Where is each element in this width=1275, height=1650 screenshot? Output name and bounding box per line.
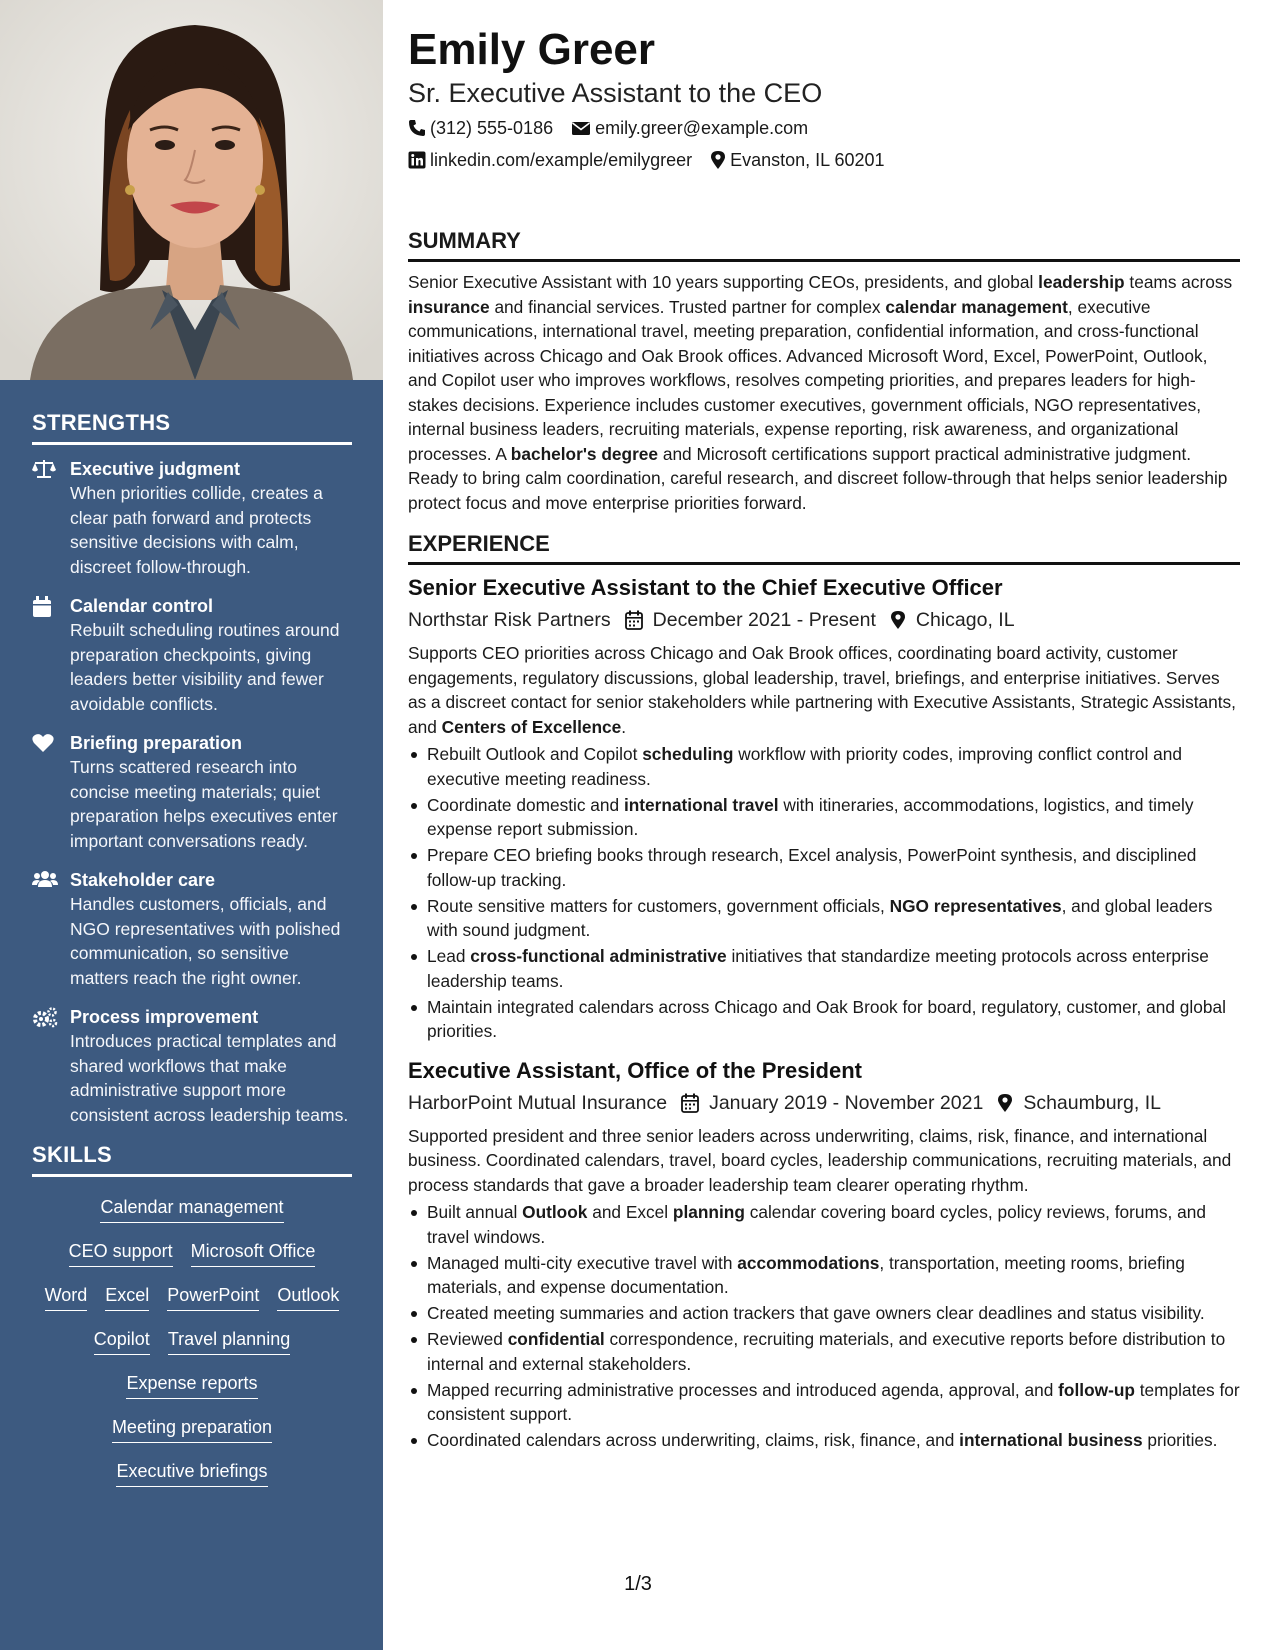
strength-desc: Introduces practical templates and shared workflows that make administrative support more consistent across leadership teams. — [70, 1031, 349, 1125]
calendar-icon — [32, 594, 70, 716]
achievement-list — [408, 742, 1240, 1044]
list-item: Coordinate domestic and international travel with itineraries, accommodations, logistics, and timely expense report submission. — [408, 793, 1240, 842]
candidate-title: Sr. Executive Assistant to the CEO — [408, 78, 823, 108]
role-meta — [408, 1088, 1240, 1118]
phone-text: (312) 555-0186 — [430, 118, 554, 138]
achievement-list — [408, 1200, 1240, 1453]
list-item: Rebuilt Outlook and Copilot scheduling workflow with priority codes, improving conflict control and executive meeting readiness. — [408, 742, 1240, 791]
map-pin-icon — [997, 1093, 1013, 1113]
scale-icon — [32, 457, 70, 579]
strength-item — [32, 457, 352, 579]
list-item: Built annual Outlook and Excel planning calendar covering board cycles, policy reviews, forums, and travel windows. — [408, 1200, 1240, 1249]
skill-tag: Microsoft Office — [191, 1239, 316, 1267]
skill-tag: Executive briefings — [116, 1459, 267, 1487]
strength-item — [32, 594, 352, 716]
sidebar — [0, 0, 383, 1650]
map-pin-icon — [710, 150, 726, 170]
sidebar-content — [32, 410, 352, 1503]
skill-tag: Meeting preparation — [112, 1415, 272, 1443]
users-icon — [32, 868, 70, 990]
list-item: Coordinated calendars across underwriting, claims, risk, finance, and international business priorities. — [408, 1428, 1240, 1453]
list-item: Lead cross-functional administrative initiatives that standardize meeting protocols across enterprise leadership teams. — [408, 944, 1240, 993]
strength-item — [32, 731, 352, 853]
envelope-icon — [571, 120, 591, 136]
strength-item — [32, 868, 352, 990]
strength-title: Process improvement — [70, 1007, 259, 1027]
strength-title: Executive judgment — [70, 459, 241, 479]
email-contact[interactable] — [571, 114, 808, 142]
strength-title: Calendar control — [70, 596, 214, 616]
role-dates: January 2019 - November 2021 — [681, 1088, 983, 1118]
summary-heading: SUMMARY — [408, 228, 1240, 262]
candidate-name: Emily Greer — [408, 25, 656, 74]
skill-tag: Word — [45, 1283, 88, 1311]
role-description: Supports CEO priorities across Chicago and Oak Brook offices, coordinating board activity, customer engagements, regulatory discussions, global leadership, travel, briefings, and enterprise initiatives. Serves as a discreet contact for senior stakeholders while partnering with Executive Assistants, Strategic Assistants, and Centers of Excellence. — [408, 643, 1236, 737]
experience-heading: EXPERIENCE — [408, 531, 1240, 565]
skill-tag: Travel planning — [168, 1327, 290, 1355]
list-item: Prepare CEO briefing books through research, Excel analysis, PowerPoint synthesis, and disciplined follow-up tracking. — [408, 843, 1240, 892]
list-item: Managed multi-city executive travel with accommodations, transportation, meeting rooms, briefing materials, and expense documentation. — [408, 1251, 1240, 1300]
strength-title: Briefing preparation — [70, 733, 243, 753]
heart-icon — [32, 731, 70, 853]
location-text: Evanston, IL 60201 — [730, 150, 885, 170]
contact-row — [408, 146, 1240, 174]
skill-tag: Excel — [105, 1283, 149, 1311]
role-dates: December 2021 - Present — [625, 605, 876, 635]
calendar-icon — [625, 610, 643, 630]
summary-text: Senior Executive Assistant with 10 years supporting CEOs, presidents, and global leadership teams across insurance and financial services. Trusted partner for complex calendar management, executive communications, international travel, meeting preparation, confidential information, and cross-functional initiatives across Chicago and Oak Brook offices. Advanced Microsoft Word, Excel, PowerPoint, Outlook, and Copilot user who improves workflows, resolves competing priorities, and prepares leaders for high-stakes decisions. Experience includes customer executives, government officials, NGO representatives, internal business leaders, recruiting materials, expense reporting, risk awareness, and organizational processes. A bachelor's degree and Microsoft certifications support practical administrative judgment. Ready to bring calm coordination, careful research, and discreet follow-through that helps senior leadership protect focus and move enterprise priorities forward. — [408, 272, 1233, 513]
strength-desc: Handles customers, officials, and NGO representatives with polished communication, so sensitive matters reach the right owner. — [70, 894, 341, 988]
list-item: Route sensitive matters for customers, government officials, NGO representatives, and global leaders with sound judgment. — [408, 894, 1240, 943]
strength-desc: Rebuilt scheduling routines around preparation checkpoints, giving leaders better visibility and fewer avoidable conflicts. — [70, 620, 340, 714]
strength-item — [32, 1005, 352, 1127]
skill-tag: Expense reports — [126, 1371, 257, 1399]
list-item: Maintain integrated calendars across Chicago and Oak Brook for board, regulatory, customer, and global priorities. — [408, 995, 1240, 1044]
phone-icon — [408, 119, 426, 137]
main-content — [408, 24, 1240, 1454]
list-item: Reviewed confidential correspondence, recruiting materials, and executive reports before distribution to internal and external stakeholders. — [408, 1327, 1240, 1376]
skills-list — [32, 1189, 352, 1487]
linkedin-contact[interactable] — [408, 146, 692, 174]
linkedin-icon — [408, 151, 426, 169]
calendar-icon — [681, 1093, 699, 1113]
skill-tag: Calendar management — [100, 1195, 283, 1223]
list-item: Mapped recurring administrative processes and introduced agenda, approval, and follow-up templates for consistent support. — [408, 1378, 1240, 1427]
page-number: 1/3 — [624, 1573, 652, 1595]
role-title: Senior Executive Assistant to the Chief Executive Officer — [408, 575, 1003, 600]
skill-tag: CEO support — [69, 1239, 173, 1267]
gears-icon — [32, 1005, 70, 1127]
list-item: Created meeting summaries and action trackers that gave owners clear deadlines and status visibility. — [408, 1301, 1240, 1326]
linkedin-text: linkedin.com/example/emilygreer — [430, 150, 693, 170]
role-location: Schaumburg, IL — [997, 1088, 1161, 1118]
strengths-heading: STRENGTHS — [32, 410, 352, 445]
role-description: Supported president and three senior leaders across underwriting, claims, risk, finance, and international business. Coordinated calendars, travel, board cycles, leadership communications, recruiting materials, and process standards that gave a broader leadership team clearer operating rhythm. — [408, 1125, 1232, 1195]
experience-section — [408, 531, 1240, 1453]
skill-tag: PowerPoint — [167, 1283, 259, 1311]
summary-section — [408, 228, 1240, 515]
location-contact — [710, 146, 884, 174]
map-pin-icon — [890, 610, 906, 630]
strength-desc: When priorities collide, creates a clear path forward and protects sensitive decisions with calm, discreet follow-through. — [70, 483, 323, 577]
role-location: Chicago, IL — [890, 605, 1015, 635]
email-text: emily.greer@example.com — [595, 118, 809, 138]
experience-entry — [408, 573, 1240, 1044]
role-meta — [408, 605, 1240, 635]
strength-desc: Turns scattered research into concise meeting materials; quiet preparation helps executives enter important conversations ready. — [70, 757, 338, 851]
role-title: Executive Assistant, Office of the President — [408, 1057, 862, 1083]
experience-entry — [408, 1056, 1240, 1453]
strength-title: Stakeholder care — [70, 870, 216, 890]
phone-contact[interactable] — [408, 114, 553, 142]
contact-row — [408, 114, 1240, 142]
skill-tag: Outlook — [277, 1283, 339, 1311]
company-name: HarborPoint Mutual Insurance — [408, 1091, 668, 1114]
skills-heading: SKILLS — [32, 1142, 352, 1177]
company-name: Northstar Risk Partners — [408, 609, 611, 631]
profile-photo — [0, 0, 383, 380]
skill-tag: Copilot — [94, 1327, 150, 1355]
